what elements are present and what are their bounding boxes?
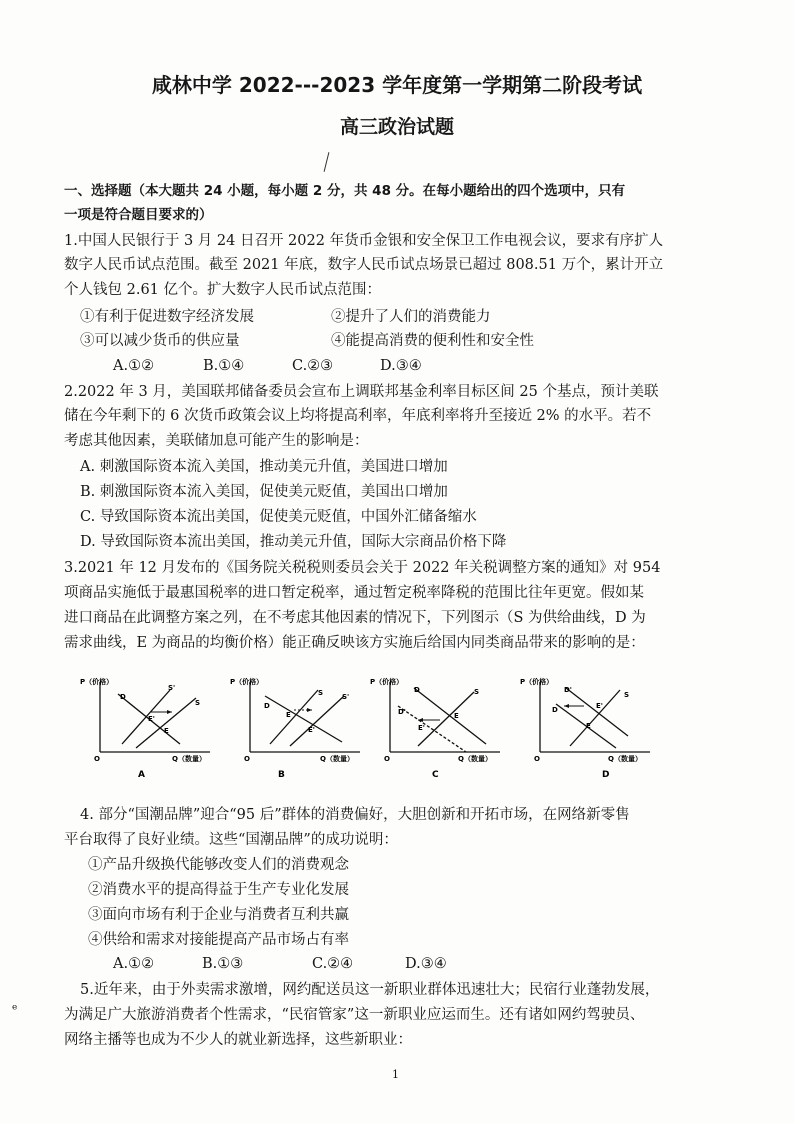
graph-d-caption: D <box>602 770 610 780</box>
q2-stem-line3: 考虑其他因素，美联储加息可能产生的影响是： <box>64 433 369 449</box>
q4-choice-d: D.③④ <box>405 956 447 972</box>
graph-a-e1-label: E' <box>148 715 155 723</box>
q3-stem-line3: 进口商品在此调整方案之列，在不考虑其他因素的情况下，下列图示（S 为供给曲线，D 为 <box>64 610 646 626</box>
graph-a-caption: A <box>138 770 145 780</box>
q1-choice-d: D.③④ <box>380 358 422 374</box>
graph-d-d-label: D <box>552 706 558 714</box>
q4-item-3: ③面向市场有利于企业与消费者互利共赢 <box>88 907 349 923</box>
graph-a-d-label: D <box>120 693 126 701</box>
supply-demand-graph-b <box>230 672 380 782</box>
graph-c-xlabel: Q（数量） <box>458 755 492 763</box>
page-number: 1 <box>392 1068 399 1081</box>
graph-c-d1-label: D' <box>398 708 406 716</box>
graph-c-origin: O <box>384 755 390 763</box>
q5-stem-line3: 网络主播等也成为不少人的就业新选择，这些新职业： <box>64 1032 412 1048</box>
graph-b-s1-label: S' <box>342 693 350 701</box>
graph-c-ylabel: P（价格） <box>370 678 404 686</box>
exam-subtitle: 高三政治试题 <box>339 116 454 138</box>
q1-stem-line3: 个人钱包 2.61 亿个。扩大数字人民币试点范围： <box>64 282 382 298</box>
q1-item-3: ③可以减少货币的供应量 <box>80 333 240 349</box>
q5-stem-line2: 为满足广大旅游消费者个性需求，“民宿管家”这一新职业应运而生。还有诸如网约驾驶员、 <box>64 1007 645 1023</box>
graph-c-caption: C <box>432 770 439 780</box>
graph-c-e1-label: E' <box>418 724 425 732</box>
graph-a-e-label: E <box>164 727 169 735</box>
exam-title: 咸林中学 2022---2023 学年度第一学期第二阶段考试 <box>151 73 643 97</box>
graph-d-origin: O <box>534 755 540 763</box>
q4-item-2: ②消费水平的提高得益于生产专业化发展 <box>88 882 349 898</box>
graph-d-xlabel: Q（数量） <box>608 755 642 763</box>
q1-stem-line2: 数字人民币试点范围。截至 2021 年底，数字人民币试点场景已超过 808.51 万个，累计开立 <box>64 257 664 273</box>
q3-stem-line4: 需求曲线，E 为商品的均衡价格）能正确反映该方实施后给国内同类商品带来的影响的是： <box>64 635 645 651</box>
q2-stem-line2: 储在今年剩下的 6 次货币政策会议上均将提高利率，年底利率将升至接近 2% 的水平。若不 <box>64 408 652 424</box>
q4-choice-b: B.①③ <box>202 956 244 972</box>
q2-option-a: A. 刺激国际资本流入美国，推动美元升值，美国进口增加 <box>80 459 448 475</box>
graph-b-caption: B <box>278 770 285 780</box>
graph-d-ylabel: P（价格） <box>520 678 554 686</box>
graph-a-ylabel: P（价格） <box>80 678 114 686</box>
graph-c-e-label: E <box>454 712 459 720</box>
graph-a-s-label: S <box>195 699 201 707</box>
graph-b-e1-label: E' <box>308 726 315 734</box>
q1-choice-a: A.①② <box>113 358 155 374</box>
graph-b-d-label: D <box>264 702 270 710</box>
graph-b-xlabel: Q（数量） <box>320 755 354 763</box>
section-heading-cont: 一项是符合题目要求的） <box>64 207 213 223</box>
q4-item-4: ④供给和需求对接能提高产品市场占有率 <box>88 932 349 948</box>
graph-b-ylabel: P（价格） <box>230 678 264 686</box>
supply-demand-graph-a <box>80 672 230 782</box>
q1-item-1: ①有利于促进数字经济发展 <box>80 309 254 325</box>
graph-a-xlabel: Q（数量） <box>172 755 206 763</box>
q4-item-1: ①产品升级换代能够改变人们的消费观念 <box>88 857 349 873</box>
q2-option-b: B. 刺激国际资本流入美国，促使美元贬值，美国出口增加 <box>80 484 448 500</box>
q2-stem-line1: 2.2022 年 3 月，美国联邦储备委员会宣布上调联邦基金利率目标区间 25 个基点，预计美联 <box>64 384 659 400</box>
q2-option-d: D. 导致国际资本流出美国，推动美元升值，国际大宗商品价格下降 <box>80 534 507 550</box>
q1-item-2: ②提升了人们的消费能力 <box>331 309 491 325</box>
q1-stem-line1: 1.中国人民银行于 3 月 24 日召开 2022 年货币金银和安全保卫工作电视会议，要求有序扩人 <box>64 233 664 249</box>
q3-stem-line1: 3.2021 年 12 月发布的《国务院关税税则委员会关于 2022 年关税调整方案的通知》对 954 <box>64 560 661 576</box>
pen-mark <box>324 152 330 172</box>
graph-c-d-label: D <box>414 686 420 694</box>
q3-stem-line2: 项商品实施低于最惠国税率的进口暂定税率，通过暂定税率降税的范围比往年更宽。假如某 <box>64 585 644 601</box>
graph-d-d1-label: D' <box>564 686 572 694</box>
margin-mark: ᵉ <box>12 1002 18 1018</box>
q4-stem-line2: 平台取得了良好业绩。这些“国潮品牌”的成功说明： <box>64 832 398 848</box>
q1-choice-c: C.②③ <box>292 358 334 374</box>
q5-stem-line1: 5.近年来，由于外卖需求激增，网约配送员这一新职业群体迅速壮大；民宿行业蓬勃发展， <box>80 982 660 998</box>
graph-d-e1-label: E' <box>596 702 603 710</box>
graph-a-s1-label: S' <box>168 684 176 692</box>
graph-d-e-label: E <box>586 722 591 730</box>
q2-option-c: C. 导致国际资本流出美国，促使美元贬值，中国外汇储备缩水 <box>80 509 477 525</box>
graph-a-origin: O <box>94 755 100 763</box>
graph-b-e-label: E <box>286 711 291 719</box>
graph-b-s-label: S <box>318 689 324 697</box>
q4-choice-a: A.①② <box>113 956 155 972</box>
q4-stem-line1: 4. 部分“国潮品牌”迎合“95 后”群体的消费偏好，大胆创新和开拓市场，在网络新零售 <box>80 807 630 823</box>
q1-item-4: ④能提高消费的便利性和安全性 <box>331 333 534 349</box>
q4-choice-c: C.②④ <box>312 956 354 972</box>
graph-b-origin: O <box>244 755 250 763</box>
graph-c-s-label: S <box>474 688 480 696</box>
section-heading: 一、选择题（本大题共 24 小题，每小题 2 分，共 48 分。在每小题给出的四个选项中，只有 <box>64 183 626 199</box>
graph-d-s-label: S <box>624 691 630 699</box>
q1-choice-b: B.①④ <box>203 358 245 374</box>
supply-demand-graph-d <box>520 672 670 782</box>
supply-demand-graph-c <box>370 672 520 782</box>
